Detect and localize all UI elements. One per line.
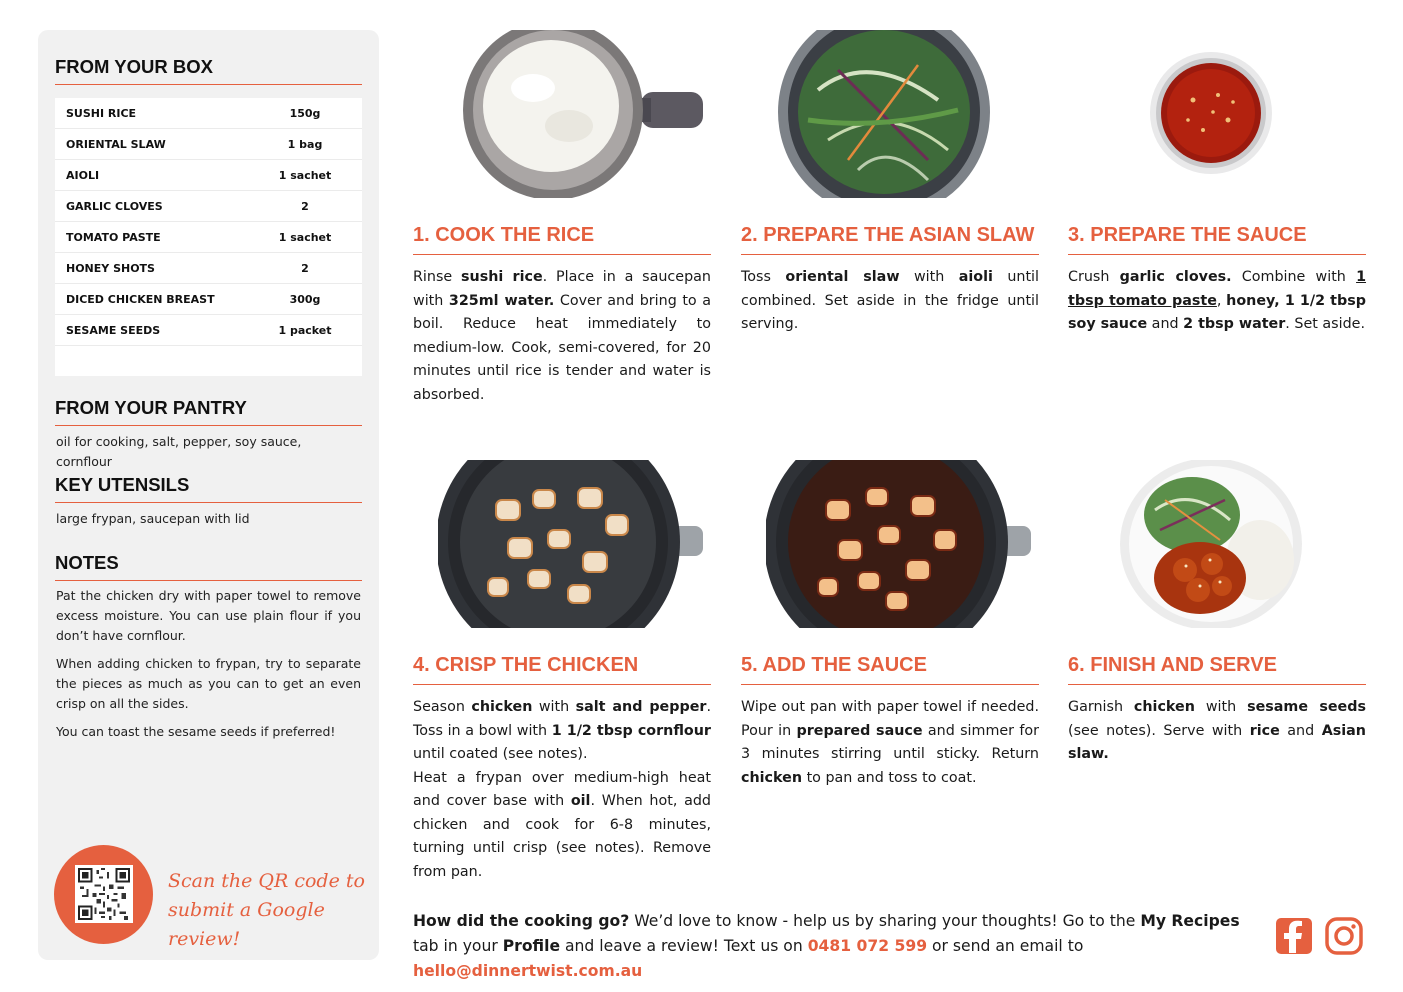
emphasis-text: sushi rice bbox=[461, 269, 543, 285]
body-text: to pan and toss to coat. bbox=[802, 769, 977, 786]
body-text: and simmer for 3 minutes stirring until sticky. Return bbox=[741, 722, 1040, 762]
emphasis-text: 325ml water. bbox=[448, 292, 555, 309]
body-text: Garnish bbox=[1068, 699, 1134, 715]
profile-label: Profile bbox=[502, 937, 561, 955]
emphasis-text: salt and pepper bbox=[575, 699, 707, 715]
body-text: . Place in a saucepan with bbox=[413, 269, 711, 309]
email-link[interactable]: hello@dinnertwist.com.au bbox=[413, 962, 643, 980]
table-row bbox=[55, 284, 362, 315]
ingredient-name: GARLIC CLOVES bbox=[66, 199, 163, 213]
emphasis-text: oil bbox=[570, 793, 591, 809]
notes-list bbox=[56, 586, 361, 750]
table-row bbox=[55, 253, 362, 284]
ingredient-qty: 300g bbox=[289, 292, 321, 306]
emphasis-text: rice bbox=[1249, 722, 1280, 739]
qr-caption bbox=[168, 867, 368, 954]
ingredient-name: DICED CHICKEN BREAST bbox=[66, 292, 215, 306]
chicken-sauce-photo bbox=[766, 460, 1031, 628]
review-footer bbox=[413, 909, 1263, 984]
step-1-body bbox=[413, 266, 711, 407]
step-6-title: 6. FINISH AND SERVE bbox=[1068, 654, 1366, 685]
body-text: . Toss in a bowl with bbox=[413, 699, 712, 739]
emphasis-text: 2 tbsp water bbox=[1183, 316, 1286, 332]
notes-heading: NOTES bbox=[55, 552, 362, 581]
box-ingredients-table bbox=[55, 98, 362, 376]
ingredient-qty: 1 sachet bbox=[278, 168, 332, 182]
body-text: Cover and bring to a boil. Reduce heat immediately to medium-low. Cook, semi-covered, for 20 minutes until rice is tender and water is absorbed. bbox=[413, 292, 711, 403]
pantry-heading: FROM YOUR PANTRY bbox=[55, 397, 362, 426]
emphasis-text: sesame seeds bbox=[1247, 699, 1366, 715]
emphasis-text: 1 1/2 tbsp cornflour bbox=[551, 722, 711, 739]
step-6-body bbox=[1068, 696, 1366, 767]
body-text: Rinse bbox=[413, 269, 462, 285]
body-text: and bbox=[1279, 722, 1322, 739]
qr-caption-line: submit a Google review! bbox=[168, 899, 325, 950]
body-text: with bbox=[899, 269, 959, 285]
table-row bbox=[55, 160, 362, 191]
emphasis-text: chicken bbox=[471, 699, 533, 715]
step-4-title: 4. CRISP THE CHICKEN bbox=[413, 654, 711, 685]
body-text: . When hot, add chicken and cook for 6-8 minutes, turning until crisp (see notes). Remove from pan. bbox=[413, 793, 711, 880]
body-text: . Set aside. bbox=[1285, 316, 1366, 332]
emphasis-text: honey, 1 1/2 tbsp soy sauce bbox=[1068, 292, 1366, 332]
footer-text: We’d love to know - help us by sharing your thoughts! Go to the bbox=[629, 912, 1141, 930]
rice-saucepan-photo bbox=[461, 30, 703, 198]
body-text: Season bbox=[413, 699, 472, 715]
body-text: until combined. Set aside in the fridge until serving. bbox=[741, 269, 1039, 332]
ingredient-name: ORIENTAL SLAW bbox=[66, 137, 166, 151]
step-3-body bbox=[1068, 266, 1366, 337]
ingredient-qty: 1 packet bbox=[278, 323, 332, 337]
body-text: Toss bbox=[741, 269, 786, 285]
body-text: until coated (see notes). bbox=[413, 746, 588, 762]
emphasis-text: chicken bbox=[741, 769, 803, 786]
ingredient-qty: 1 bag bbox=[287, 137, 323, 151]
sauce-bowl-photo bbox=[1148, 50, 1274, 176]
footer-question: How did the cooking go? bbox=[413, 912, 630, 930]
emphasis-text: prepared sauce bbox=[796, 722, 923, 739]
chicken-frypan-photo bbox=[438, 460, 703, 628]
table-row bbox=[55, 98, 362, 129]
emphasis-text: 1 tbsp tomato paste bbox=[1068, 269, 1367, 309]
body-text: and bbox=[1147, 316, 1184, 332]
ingredient-qty: 1 sachet bbox=[278, 230, 332, 244]
pantry-text: oil for cooking, salt, pepper, soy sauce, cornflour bbox=[56, 434, 302, 469]
ingredient-qty: 2 bbox=[301, 261, 309, 275]
body-text: with bbox=[1194, 699, 1248, 715]
table-row bbox=[55, 129, 362, 160]
body-text: Combine with bbox=[1231, 269, 1357, 285]
qr-code-icon[interactable] bbox=[75, 865, 133, 923]
qr-badge[interactable] bbox=[54, 845, 153, 944]
step-5-title: 5. ADD THE SAUCE bbox=[741, 654, 1039, 685]
utensils-text: large frypan, saucepan with lid bbox=[56, 511, 250, 526]
sidebar bbox=[38, 30, 379, 960]
from-your-box-heading: FROM YOUR BOX bbox=[55, 56, 362, 85]
footer-text: and leave a review! Text us on bbox=[560, 937, 808, 955]
body-text: Heat a frypan over medium-high heat and cover base with bbox=[413, 769, 711, 809]
table-row bbox=[55, 222, 362, 253]
emphasis-text: chicken bbox=[1133, 699, 1195, 715]
body-text: Wipe out pan with paper towel if needed. Pour in bbox=[741, 699, 1039, 739]
emphasis-text: aioli bbox=[958, 269, 993, 285]
my-recipes-label: My Recipes bbox=[1140, 912, 1240, 930]
step-4-body bbox=[413, 696, 711, 884]
table-row bbox=[55, 191, 362, 222]
step-3-title: 3. PREPARE THE SAUCE bbox=[1068, 224, 1366, 255]
body-text: Crush bbox=[1068, 269, 1120, 285]
slaw-bowl-photo bbox=[778, 30, 990, 198]
emphasis-text: Asian slaw. bbox=[1068, 722, 1366, 762]
note-item: When adding chicken to frypan, try to separate the pieces as much as you can to get an even crisp on all the sides. bbox=[56, 656, 361, 711]
utensils-heading: KEY UTENSILS bbox=[55, 474, 362, 503]
footer-text: or send an email to bbox=[927, 937, 1084, 955]
instagram-icon[interactable] bbox=[1325, 917, 1363, 955]
footer-text: tab in your bbox=[413, 937, 503, 955]
ingredient-qty: 2 bbox=[301, 199, 309, 213]
phone-link[interactable]: 0481 072 599 bbox=[807, 937, 928, 955]
ingredient-name: TOMATO PASTE bbox=[66, 230, 161, 244]
qr-caption-line: Scan the QR code to bbox=[168, 870, 365, 892]
emphasis-text: garlic cloves. bbox=[1119, 269, 1232, 285]
plated-dish-photo bbox=[1120, 460, 1302, 628]
ingredient-name: SUSHI RICE bbox=[66, 106, 137, 120]
table-row bbox=[55, 315, 362, 346]
step-5-body bbox=[741, 696, 1039, 790]
ingredient-name: SESAME SEEDS bbox=[66, 323, 161, 337]
body-text: (see notes). Serve with bbox=[1068, 722, 1250, 739]
note-item: You can toast the sesame seeds if preferred! bbox=[56, 724, 336, 739]
facebook-icon[interactable] bbox=[1275, 917, 1313, 955]
ingredient-name: AIOLI bbox=[66, 168, 100, 182]
body-text: , bbox=[1216, 292, 1227, 309]
step-2-title: 2. PREPARE THE ASIAN SLAW bbox=[741, 224, 1039, 255]
emphasis-text: oriental slaw bbox=[785, 269, 900, 285]
ingredient-qty: 150g bbox=[289, 106, 321, 120]
body-text: with bbox=[532, 699, 576, 715]
step-1-title: 1. COOK THE RICE bbox=[413, 224, 711, 255]
ingredient-name: HONEY SHOTS bbox=[66, 261, 155, 275]
note-item: Pat the chicken dry with paper towel to remove excess moisture. You can use plain flour if you don’t have cornflour. bbox=[56, 588, 361, 643]
step-2-body bbox=[741, 266, 1039, 337]
